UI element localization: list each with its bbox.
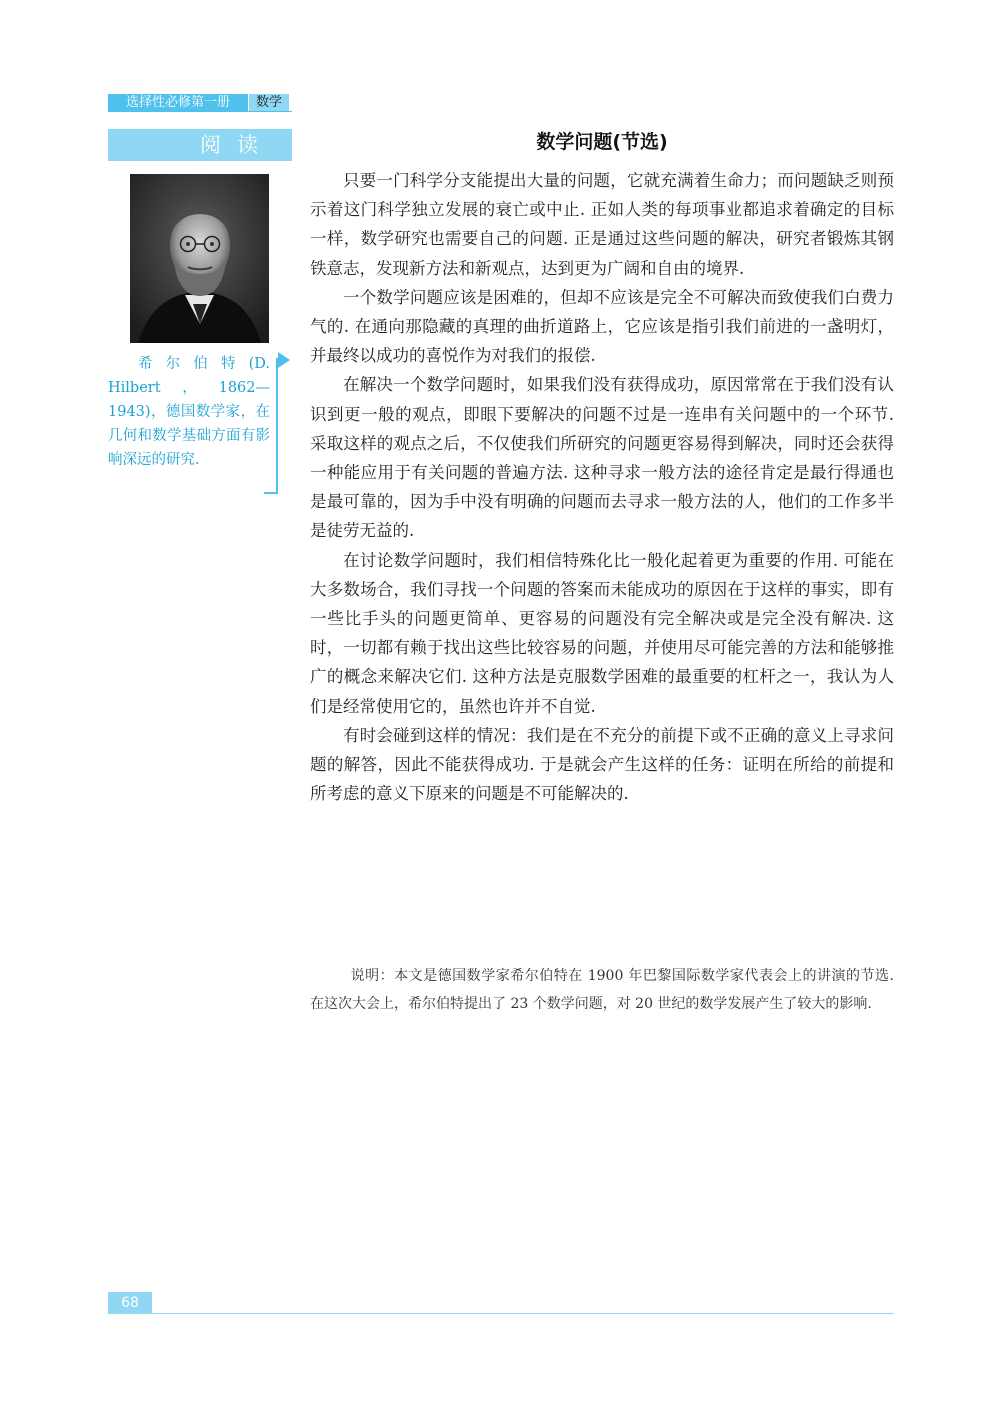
footer-divider xyxy=(152,1313,894,1314)
paragraph: 在讨论数学问题时，我们相信特殊化比一般化起着更为重要的作用. 可能在大多数场合，我们寻找一个问题的答案而未能成功的原因在于这样的事实，即有一些比手头的问题更简单、更容易的问题没有完全解决或是完全没有解决. 这时，一切都有赖于找出这些比较容易的问题，并使用尽可能完善的方法和能够推广的概念来解决它们. 这种方法是克服数学困难的最重要的杠杆之一，我认为人们是经常使用它的，虽然也许并不自觉. xyxy=(310,550,894,716)
section-label: 阅读 xyxy=(200,133,274,157)
article-body xyxy=(310,166,894,808)
caption-pointer-icon xyxy=(278,352,290,368)
paragraph: 一个数学问题应该是困难的，但却不应该是完全不可解决而致使我们白费力气的. 在通向那隐藏的真理的曲折道路上，它应该是指引我们前进的一盏明灯，并最终以成功的喜悦作为对我们的报偿. xyxy=(310,287,894,366)
portrait-image xyxy=(130,174,269,343)
hilbert-portrait xyxy=(130,174,269,343)
subject-label: 数学 xyxy=(249,94,289,111)
book-title: 选择性必修第一册 xyxy=(108,94,248,111)
article-title: 数学问题(节选) xyxy=(536,131,668,153)
caption-bracket xyxy=(264,358,278,494)
paragraph: 只要一门科学分支能提出大量的问题，它就充满着生命力；而问题缺乏则预示着这门科学独立发展的衰亡或中止. 正如人类的每项事业都追求着确定的目标一样，数学研究也需要自己的问题. 正是通过这些问题的解决，研究者锻炼其钢铁意志，发现新方法和新观点，达到更为广阔和自由的境界. xyxy=(310,171,894,278)
section-banner xyxy=(108,129,292,161)
header-divider xyxy=(108,111,292,112)
page-number: 68 xyxy=(108,1292,152,1314)
portrait-caption: 希尔伯特(D. Hilbert，1862—1943)，德国数学家，在几何和数学基础方面有影响深远的研究. xyxy=(108,356,270,468)
paragraph: 有时会碰到这样的情况：我们是在不充分的前提下或不正确的意义上寻求问题的解答，因此不能获得成功. 于是就会产生这样的任务：证明在所给的前提和所考虑的意义下原来的问题是不可能解决的. xyxy=(310,725,894,804)
paragraph: 在解决一个数学问题时，如果我们没有获得成功，原因常常在于我们没有认识到更一般的观点，即眼下要解决的问题不过是一连串有关问题中的一个环节. 采取这样的观点之后，不仅使我们所研究的问题更容易得到解决，同时还会获得一种能应用于有关问题的普遍方法. 这种寻求一般方法的途径肯定是最行得通也是最可靠的，因为手中没有明确的问题而去寻求一般方法的人，他们的工作多半是徒劳无益的. xyxy=(310,375,894,541)
article-note: 说明：本文是德国数学家希尔伯特在 1900 年巴黎国际数学家代表会上的讲演的节选. 在这次大会上，希尔伯特提出了 23 个数学问题，对 20 世纪的数学发展产生了较大的影响. xyxy=(310,968,894,1012)
